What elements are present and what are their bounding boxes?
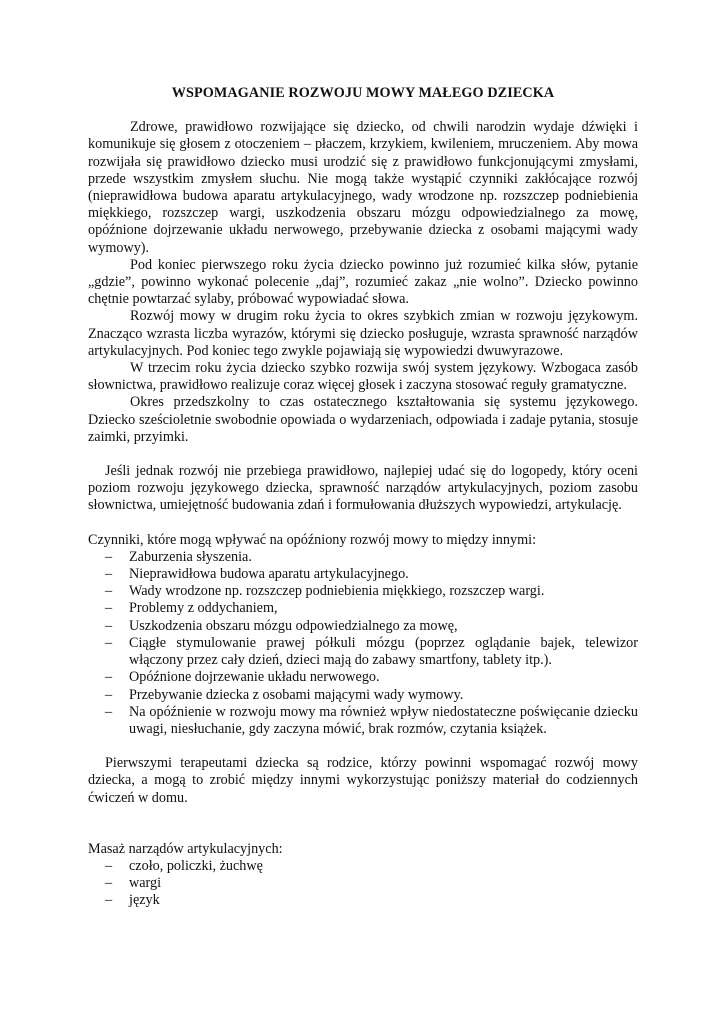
page-title: WSPOMAGANIE ROZWOJU MOWY MAŁEGO DZIECKA xyxy=(171,85,555,101)
massage-list xyxy=(88,858,638,910)
dash-bullet: – xyxy=(105,892,113,909)
list-item: – Uszkodzenia obszaru mózgu odpowiedzialnego za mowę, xyxy=(105,617,458,634)
list-item: – Zaburzenia słyszenia. xyxy=(105,548,252,565)
spacer xyxy=(88,738,638,755)
spacer xyxy=(88,446,638,463)
dash-bullet: – xyxy=(105,703,113,720)
factors-intro: Czynniki, które mogą wpływać na opóźniony rozwój mowy to między innymi: xyxy=(88,531,537,548)
paragraph-preschool: Okres przedszkolny to czas ostatecznego kształtowania się systemu językowego. Dziecko sześcioletnie swobodnie opowiada o wydarzeniach, odpowiada i zadaje pytania, stosuje zaimki, przyimki. xyxy=(88,394,638,445)
dash-bullet: – xyxy=(105,617,113,634)
dash-bullet: – xyxy=(105,669,113,686)
paragraph-parents: Pierwszymi terapeutami dziecka są rodzice, którzy powinni wspomagać rozwój mowy dziecka, a mogą to zrobić między innymi wykorzystując poniższy materiał do codziennych ćwiczeń w domu. xyxy=(88,755,638,806)
list-item: – język xyxy=(105,892,160,909)
spacer xyxy=(88,807,638,841)
massage-intro: Masaż narządów artykulacyjnych: xyxy=(88,840,283,857)
dash-bullet: – xyxy=(105,686,113,703)
factors-list xyxy=(88,549,638,738)
list-item: – Nieprawidłowa budowa aparatu artykulacyjnego. xyxy=(105,566,409,583)
dash-bullet: – xyxy=(105,583,113,600)
dash-bullet: – xyxy=(105,857,113,874)
paragraph-third-year: W trzecim roku życia dziecko szybko rozwija swój system językowy. Wzbogaca zasób słownictwa, prawidłowo realizuje coraz więcej głosek i zaczyna stosować reguły gramatyczne. xyxy=(88,360,638,394)
dash-bullet: – xyxy=(105,875,113,892)
document-page xyxy=(88,85,638,910)
paragraph-first-year: Pod koniec pierwszego roku życia dziecko powinno już rozumieć kilka słów, pytanie „gdzie”, powinno wykonać polecenie „daj”, rozumieć zakaz „nie wolno”. Dziecko powinno chętnie powtarzać sylaby, próbować wypowiadać słowa. xyxy=(88,256,638,308)
list-item: – Przebywanie dziecka z osobami mającymi wady wymowy. xyxy=(105,686,464,703)
dash-bullet: – xyxy=(105,600,113,617)
list-item: – Wady wrodzone np. rozszczep podniebienia miękkiego, rozszczep wargi. xyxy=(105,583,545,600)
list-item: – Opóźnione dojrzewanie układu nerwowego. xyxy=(105,669,380,686)
paragraph-second-year: Rozwój mowy w drugim roku życia to okres szybkich zmian w rozwoju językowym. Znacząco wzrasta liczba wyrazów, którymi się dziecko posługuje, wzrasta sprawność narządów artykulacyjnych. Pod koniec tego zwykle pojawiają się wypowiedzi dwuwyrazowe. xyxy=(88,308,638,359)
list-item: – wargi xyxy=(105,875,162,892)
list-item: – Ciągłe stymulowanie prawej półkuli mózgu (poprzez oglądanie bajek, telewizor włączony przez cały dzień, dzieci mają do zabawy smartfony, tablety itp.). xyxy=(105,634,638,669)
list-item: – czoło, policzki, żuchwę xyxy=(105,857,263,874)
list-item: – Problemy z oddychaniem, xyxy=(105,600,278,617)
paragraph-intro: Zdrowe, prawidłowo rozwijające się dziecko, od chwili narodzin wydaje dźwięki i komunikuje się głosem z otoczeniem – płaczem, krzykiem, kwileniem, mruczeniem. Aby mowa rozwijała się prawidłowo dziecko musi urodzić się z prawidłowo funkcjonującymi zmysłami, przede wszystkim zmysłem słuchu. Nie mogą także wystąpić czynniki zakłócające rozwój (nieprawidłowa budowa aparatu artykulacyjnego, wady wrodzone np. rozszczep podniebienia miękkiego, rozszczep wargi, uszkodzenia obszaru mózgu odpowiedzialnego za mowę, opóźnione dojrzewanie układu nerwowego, przebywanie dziecka z osobami mającymi wady wymowy). xyxy=(88,119,638,256)
dash-bullet: – xyxy=(105,566,113,583)
dash-bullet: – xyxy=(105,548,113,565)
list-item: – Na opóźnienie w rozwoju mowy ma również wpływ niedostateczne poświęcanie dziecku uwagi, niesłuchanie, gdy zaczyna mówić, brak rozmów, czytania książek. xyxy=(105,703,638,737)
dash-bullet: – xyxy=(105,634,113,651)
spacer xyxy=(88,515,638,532)
paragraph-logopeda: Jeśli jednak rozwój nie przebiega prawidłowo, najlepiej udać się do logopedy, który oceni poziom rozwoju językowego dziecka, sprawność narządów artykulacyjnych, poziom zasobu słownictwa, umiejętność budowania zdań i formułowania dłuższych wypowiedzi, artykulację. xyxy=(88,463,638,514)
